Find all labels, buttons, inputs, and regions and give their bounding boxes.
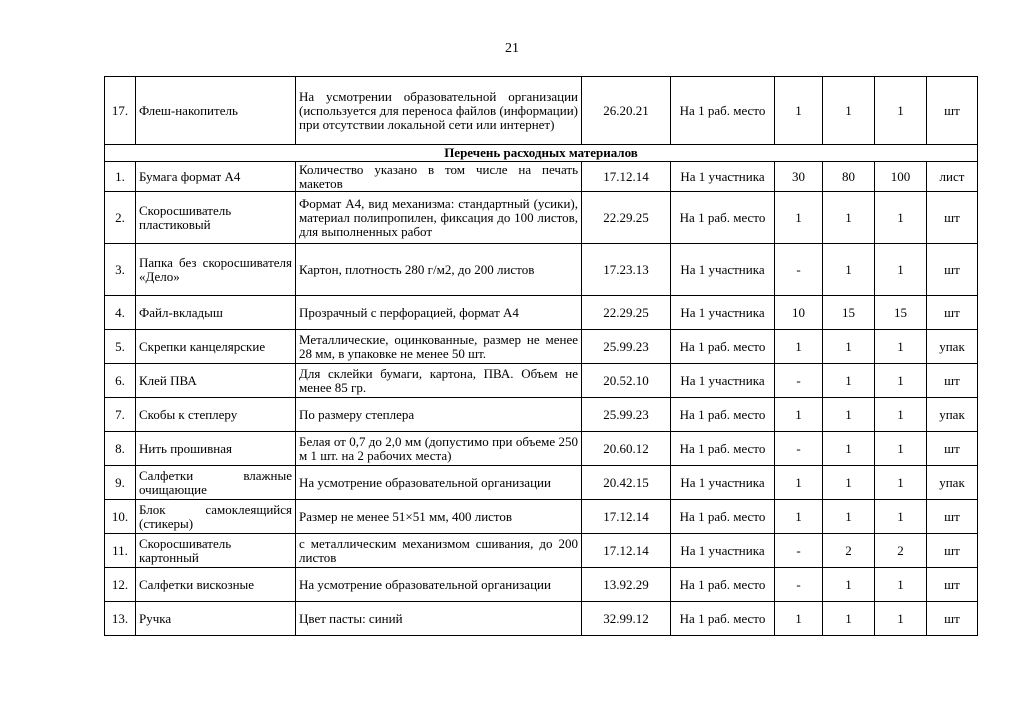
item-code: 20.60.12 [582, 432, 671, 466]
item-qty-1: 1 [775, 602, 823, 636]
row-number: 1. [105, 162, 136, 192]
item-name: Папка без скоросшивателя «Дело» [136, 244, 296, 296]
table-row [105, 398, 978, 432]
item-name: Клей ПВА [136, 364, 296, 398]
item-name: Скрепки канцелярские [136, 330, 296, 364]
item-per: На 1 участника [671, 162, 775, 192]
item-name: Нить прошивная [136, 432, 296, 466]
item-unit: шт [927, 568, 978, 602]
item-qty-3: 1 [875, 192, 927, 244]
item-code: 17.23.13 [582, 244, 671, 296]
item-code: 22.29.25 [582, 192, 671, 244]
row-number: 5. [105, 330, 136, 364]
item-per: На 1 участника [671, 466, 775, 500]
item-unit: шт [927, 192, 978, 244]
table-row [105, 244, 978, 296]
item-description: Металлические, оцинкованные, размер не менее 28 мм, в упаковке не менее 50 шт. [296, 330, 582, 364]
row-number: 12. [105, 568, 136, 602]
item-qty-2: 1 [823, 500, 875, 534]
table-row [105, 500, 978, 534]
materials-table [104, 76, 978, 636]
item-unit: шт [927, 77, 978, 145]
row-number: 8. [105, 432, 136, 466]
item-qty-1: - [775, 364, 823, 398]
table-row [105, 296, 978, 330]
item-qty-1: - [775, 432, 823, 466]
table-row [105, 330, 978, 364]
item-qty-1: 1 [775, 398, 823, 432]
item-qty-2: 1 [823, 568, 875, 602]
item-qty-3: 2 [875, 534, 927, 568]
item-description: Для склейки бумаги, картона, ПВА. Объем не менее 85 гр. [296, 364, 582, 398]
item-per: На 1 раб. место [671, 77, 775, 145]
table-row [105, 77, 978, 145]
item-description: На усмотрении образовательной организации (используется для переноса файлов (информации) при отсутствии локальной сети или интернет) [296, 77, 582, 145]
item-qty-3: 1 [875, 500, 927, 534]
item-name: Салфетки вискозные [136, 568, 296, 602]
item-name: Скоросшиватель картонный [136, 534, 296, 568]
table-row [105, 534, 978, 568]
item-name: Флеш-накопитель [136, 77, 296, 145]
table-row [105, 432, 978, 466]
item-qty-1: - [775, 534, 823, 568]
row-number: 3. [105, 244, 136, 296]
item-qty-2: 1 [823, 602, 875, 636]
item-qty-2: 1 [823, 432, 875, 466]
item-unit: упак [927, 398, 978, 432]
item-per: На 1 раб. место [671, 568, 775, 602]
section-row [105, 145, 978, 162]
item-per: На 1 участника [671, 364, 775, 398]
item-per: На 1 раб. место [671, 602, 775, 636]
row-number: 2. [105, 192, 136, 244]
table-row [105, 364, 978, 398]
item-qty-1: - [775, 244, 823, 296]
item-qty-1: - [775, 568, 823, 602]
table-row [105, 602, 978, 636]
item-unit: шт [927, 364, 978, 398]
item-per: На 1 раб. место [671, 398, 775, 432]
item-qty-3: 1 [875, 330, 927, 364]
item-code: 17.12.14 [582, 162, 671, 192]
row-number: 7. [105, 398, 136, 432]
item-description: Цвет пасты: синий [296, 602, 582, 636]
item-qty-3: 15 [875, 296, 927, 330]
table-row [105, 192, 978, 244]
item-description: с металлическим механизмом сшивания, до 200 листов [296, 534, 582, 568]
row-number: 11. [105, 534, 136, 568]
item-description: Размер не менее 51×51 мм, 400 листов [296, 500, 582, 534]
item-per: На 1 участника [671, 534, 775, 568]
item-qty-1: 1 [775, 77, 823, 145]
item-qty-3: 1 [875, 432, 927, 466]
item-qty-3: 1 [875, 364, 927, 398]
item-per: На 1 раб. место [671, 192, 775, 244]
item-qty-3: 1 [875, 398, 927, 432]
item-per: На 1 участника [671, 244, 775, 296]
row-number: 10. [105, 500, 136, 534]
item-qty-1: 30 [775, 162, 823, 192]
item-name: Файл-вкладыш [136, 296, 296, 330]
section-title: Перечень расходных материалов [105, 145, 978, 162]
item-unit: упак [927, 330, 978, 364]
item-qty-1: 1 [775, 330, 823, 364]
item-qty-2: 1 [823, 364, 875, 398]
table-row [105, 162, 978, 192]
item-qty-2: 1 [823, 77, 875, 145]
item-description: Количество указано в том числе на печать макетов [296, 162, 582, 192]
item-unit: шт [927, 244, 978, 296]
item-description: На усмотрение образовательной организации [296, 466, 582, 500]
item-code: 26.20.21 [582, 77, 671, 145]
item-qty-3: 1 [875, 466, 927, 500]
item-description: Прозрачный с перфорацией, формат А4 [296, 296, 582, 330]
item-qty-2: 80 [823, 162, 875, 192]
item-qty-2: 1 [823, 192, 875, 244]
item-per: На 1 раб. место [671, 500, 775, 534]
item-per: На 1 участника [671, 296, 775, 330]
item-unit: шт [927, 296, 978, 330]
row-number: 4. [105, 296, 136, 330]
item-qty-2: 1 [823, 330, 875, 364]
item-qty-2: 2 [823, 534, 875, 568]
item-code: 13.92.29 [582, 568, 671, 602]
item-description: Белая от 0,7 до 2,0 мм (допустимо при объеме 250 м 1 шт. на 2 рабочих места) [296, 432, 582, 466]
item-qty-1: 1 [775, 192, 823, 244]
page-number: 21 [505, 41, 519, 56]
item-description: Формат А4, вид механизма: стандартный (усики), материал полипропилен, фиксация до 100 листов, для выполненных работ [296, 192, 582, 244]
item-code: 17.12.14 [582, 534, 671, 568]
row-number: 17. [105, 77, 136, 145]
item-description: На усмотрение образовательной организации [296, 568, 582, 602]
item-name: Салфетки влажные очищающие [136, 466, 296, 500]
item-code: 20.42.15 [582, 466, 671, 500]
item-unit: лист [927, 162, 978, 192]
item-name: Скобы к степлеру [136, 398, 296, 432]
item-code: 20.52.10 [582, 364, 671, 398]
item-name: Ручка [136, 602, 296, 636]
item-unit: шт [927, 432, 978, 466]
item-code: 25.99.23 [582, 398, 671, 432]
item-qty-1: 1 [775, 466, 823, 500]
item-qty-3: 1 [875, 244, 927, 296]
item-qty-2: 15 [823, 296, 875, 330]
table-row [105, 568, 978, 602]
item-unit: упак [927, 466, 978, 500]
item-qty-1: 1 [775, 500, 823, 534]
item-qty-2: 1 [823, 466, 875, 500]
item-unit: шт [927, 602, 978, 636]
item-name: Скоросшиватель пластиковый [136, 192, 296, 244]
row-number: 13. [105, 602, 136, 636]
item-per: На 1 раб. место [671, 330, 775, 364]
item-unit: шт [927, 534, 978, 568]
item-description: По размеру степлера [296, 398, 582, 432]
item-qty-3: 1 [875, 568, 927, 602]
item-unit: шт [927, 500, 978, 534]
item-qty-3: 1 [875, 77, 927, 145]
item-code: 17.12.14 [582, 500, 671, 534]
item-name: Блок самоклеящийся (стикеры) [136, 500, 296, 534]
row-number: 6. [105, 364, 136, 398]
item-per: На 1 раб. место [671, 432, 775, 466]
item-code: 22.29.25 [582, 296, 671, 330]
item-qty-1: 10 [775, 296, 823, 330]
item-code: 32.99.12 [582, 602, 671, 636]
item-code: 25.99.23 [582, 330, 671, 364]
item-qty-3: 1 [875, 602, 927, 636]
item-qty-3: 100 [875, 162, 927, 192]
row-number: 9. [105, 466, 136, 500]
item-qty-2: 1 [823, 244, 875, 296]
item-qty-2: 1 [823, 398, 875, 432]
item-name: Бумага формат А4 [136, 162, 296, 192]
table-row [105, 466, 978, 500]
item-description: Картон, плотность 280 г/м2, до 200 листов [296, 244, 582, 296]
